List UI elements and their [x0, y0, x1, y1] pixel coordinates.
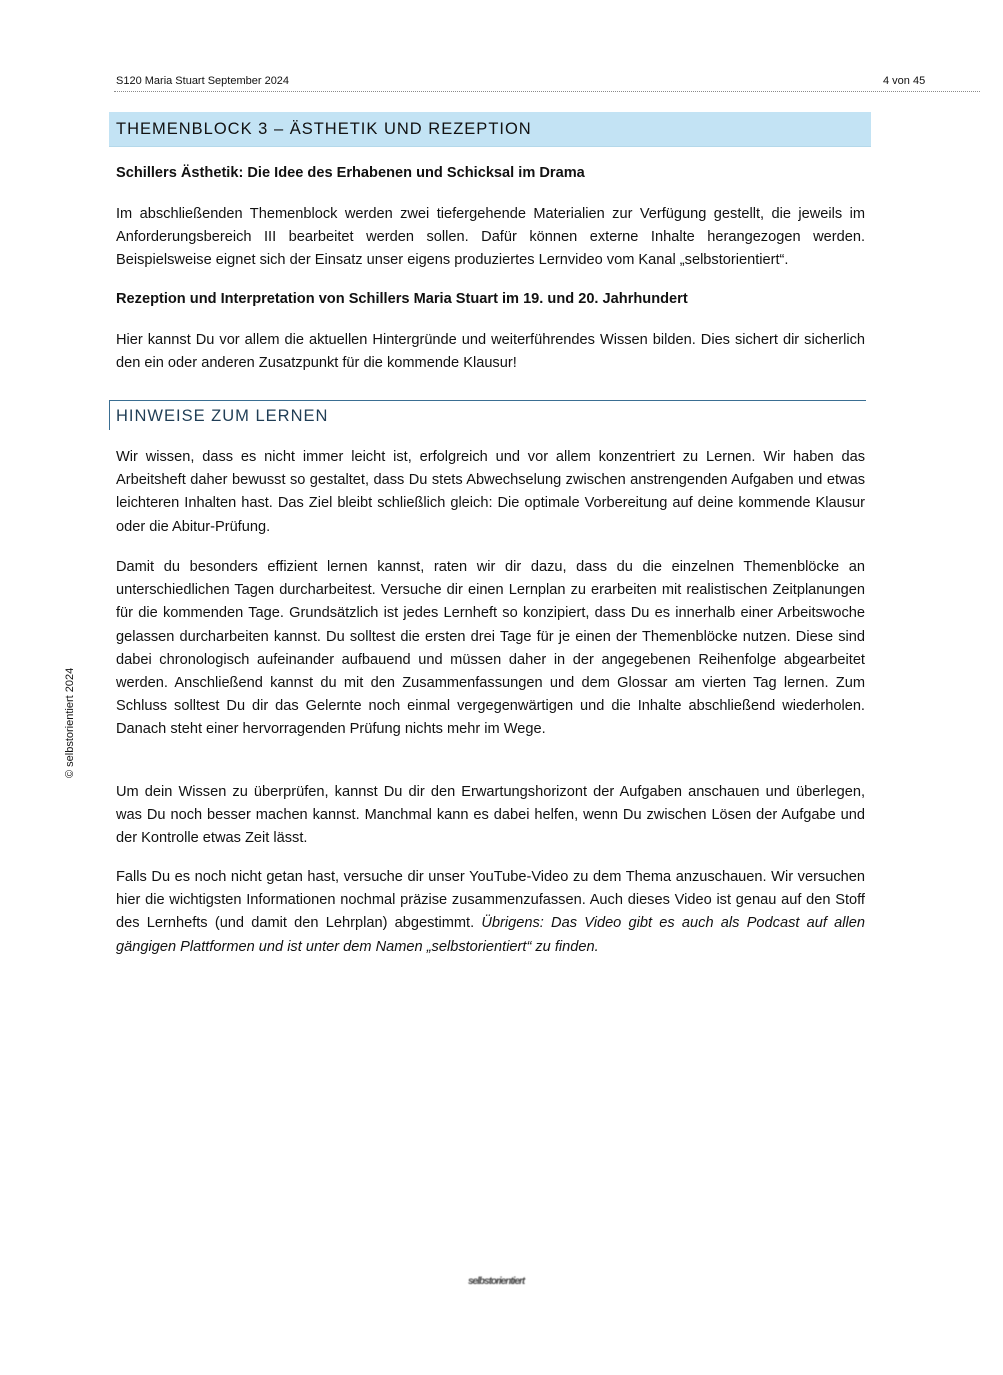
paragraph-rezeption: Hier kannst Du vor allem die aktuellen Hintergründe und weiterführendes Wissen bilden. Dies sichert dir sicherlich den ein oder anderen Zusatzpunkt für die kommende Klausur! [116, 332, 865, 372]
footer-logo: selbstorientiert [468, 1276, 525, 1287]
subheading-aesthetik: Schillers Ästhetik: Die Idee des Erhabenen und Schicksal im Drama [116, 165, 585, 181]
paragraph-hinweise-3: Um dein Wissen zu überprüfen, kannst Du dir den Erwartungshorizont der Aufgaben anschauen und überlegen, was Du noch besser machen kannst. Manchmal kann es dabei helfen, wenn Du zwischen Lösen der Aufgabe und der Kontrolle etwas Zeit lässt. [116, 784, 865, 847]
document-title: S120 Maria Stuart September 2024 [116, 75, 290, 87]
section-heading-hinweise [109, 400, 866, 430]
paragraph-text: Falls Du es noch nicht getan hast, versuche dir unser YouTube-Video zu dem Thema anzuschauen. Wir versuchen hier die wichtigsten Informationen nochmal präzise zusammenzufassen. Auch dieses Video ist genau auf den Stoff des Lernhefts (und damit den Lehrplan) abgestimmt. [116, 869, 865, 932]
paragraph-hinweise-2: Damit du besonders effizient lernen kannst, raten wir dir dazu, dass du die einzelnen Themenblöcke an unterschiedlichen Tagen durcharbeitest. Versuche dir einen Lernplan zu erarbeiten mit realistischen Zeitplanungen für die kommenden Tage. Grundsätzlich ist jedes Lernheft so konzipiert, dass Du es innerhalb einer Arbeitswoche gelassen durcharbeiten kannst. Du solltest die ersten drei Tage für je einen der Themenblöcke nutzen. Diese sind dabei chronologisch aufeinander aufbauend und müssen daher in der angegebenen Reihenfolge abgearbeitet werden. Anschließend kannst du mit den Zusammenfassungen und dem Glossar am vierten Tag lernen. Zum Schluss solltest Du dir das Gelernte noch einmal vergegenwärtigen und die Inhalte abschließend wiederholen. Danach steht einer hervorragenden Prüfung nichts mehr im Wege. [116, 559, 865, 738]
paragraph-hinweise-4 [116, 866, 865, 959]
page-header [114, 73, 980, 92]
heading-text: THEMENBLOCK 3 – ÄSTHETIK UND REZEPTION [116, 120, 532, 138]
heading-text: HINWEISE ZUM LERNEN [116, 407, 329, 425]
copyright-sidebar: © selbstorientiert 2024 [64, 667, 76, 778]
paragraph-hinweise-1: Wir wissen, dass es nicht immer leicht ist, erfolgreich und vor allem konzentriert zu Lernen. Wir haben das Arbeitsheft daher bewusst so gestaltet, dass Du stets Abwechselung zwischen anstrengenden Aufgaben und etwas leichteren Inhalten hast. Das Ziel bleibt schließlich gleich: Die optimale Vorbereitung auf deine kommende Klausur oder die Abitur-Prüfung. [116, 449, 865, 535]
paragraph-intro: Im abschließenden Themenblock werden zwei tiefergehende Materialien zur Verfügung gestellt, die jeweils im Anforderungsbereich III bearbeitet werden sollen. Dafür können externe Inhalte herangezogen werden. Beispielsweise eignet sich der Einsatz unser eigens produziertes Lernvideo vom Kanal „selbstorientiert“. [116, 206, 865, 269]
page-number: 4 von 45 [883, 75, 926, 87]
section-heading-themenblock [109, 112, 871, 147]
paragraph-italic-note: Übrigens: Das Video gibt es auch als Podcast auf allen gängigen Plattformen und ist unter dem Namen „selbstorientiert“ zu finden. [116, 915, 865, 955]
subheading-rezeption: Rezeption und Interpretation von Schillers Maria Stuart im 19. und 20. Jahrhundert [116, 291, 688, 307]
